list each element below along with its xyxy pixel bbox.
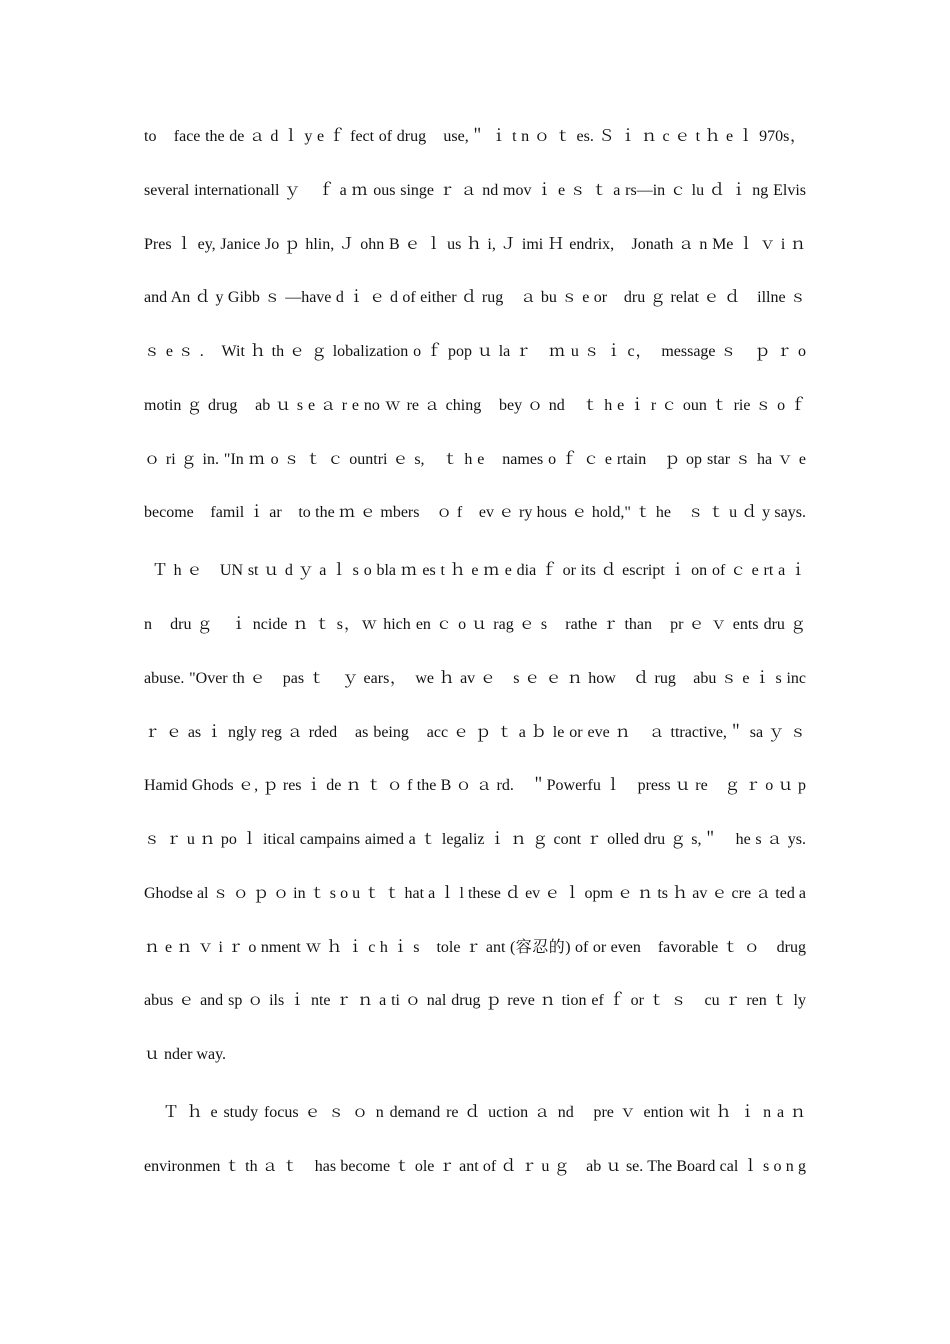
text-line: to face the de ａ d ｌ y e ｆ fect of drug use,＂ ｉ t n ｏ ｔ es. Ｓ ｉ ｎ c ｅ t ｈ e ｌ 970s，	[144, 128, 806, 145]
text-line: n dru ｇ ｉ ncide ｎ ｔ s，ｗ hich en ｃ o ｕ rag ｅ s rathe ｒ than pr ｅ ｖ ents dru ｇ	[144, 616, 806, 633]
text-line: Ghodse al ｓ ｏ ｐ ｏ in ｔ s o u ｔ ｔ hat a ｌ l these ｄ ev ｅ ｌ opm ｅ ｎ ts ｈ av ｅ cre ａ ted a	[144, 885, 806, 902]
text-line: several internationall ｙ ｆ a ｍ ous singe ｒ ａ nd mov ｉ e ｓ ｔ a rs—in ｃ lu ｄ ｉ ng Elvis	[144, 182, 806, 199]
text-line: ｓ e ｓ . Wit ｈ th ｅ ｇ lobalization o ｆ pop ｕ la ｒ ｍ u ｓ ｉ c， message ｓ ｐ ｒ o	[144, 343, 806, 360]
text-line: motin ｇ drug ab ｕ s e ａ r e no ｗ re ａ ching bey ｏ nd ｔ h e ｉ r ｃ oun ｔ rie ｓ o ｆ	[144, 397, 806, 414]
paragraph-last-line: ｕ nder way.	[144, 1046, 227, 1063]
text-line: abus ｅ and sp ｏ ils ｉ nte ｒ ｎ a ti ｏ nal drug ｐ reve ｎ tion ef ｆ or ｔ ｓ cu ｒ ren ｔ ly	[144, 992, 806, 1009]
text-line: Hamid Ghods ｅ, ｐ res ｉ de ｎ ｔ ｏ f the B ｏ ａ rd. ＂Powerfu ｌ press ｕ re ｇ ｒ o ｕ p	[144, 777, 806, 794]
text-line: ｓ ｒ u ｎ po ｌ itical campains aimed a ｔ legaliz ｉ ｎ ｇ cont ｒ olled dru ｇ s,＂ he s ａ ys.	[144, 831, 806, 848]
text-line: become famil ｉ ar to the ｍ ｅ mbers ｏ f ev ｅ ry hous ｅ hold," ｔ he ｓ ｔ u ｄ y says.	[144, 504, 806, 521]
paragraph-first-line: Ｔ h ｅ UN st ｕ d ｙ a ｌ s o bla ｍ es t ｈ e ｍ e dia ｆ or its ｄ escript ｉ on of ｃ e rt a ｉ	[152, 562, 806, 579]
text-line: and An ｄ y Gibb ｓ —have d ｉ ｅ d of either ｄ rug ａ bu ｓ e or dru ｇ relat ｅ ｄ illne ｓ	[144, 289, 806, 306]
text-line: ｎ e ｎ ｖ i ｒ o nment ｗ ｈ ｉ c h ｉ s tole ｒ ant (容忍的) of or even favorable ｔ ｏ drug	[144, 939, 806, 956]
text-line: environmen ｔ th ａ ｔ has become ｔ ole ｒ ant of ｄ ｒ u ｇ ab ｕ se. The Board cal ｌ s o n g	[144, 1158, 806, 1175]
paragraph-first-line: Ｔ ｈ e study focus ｅ ｓ ｏ n demand re ｄ uction ａ nd pre ｖ ention wit ｈ ｉ n a ｎ	[163, 1104, 806, 1121]
text-line: ｒ ｅ as ｉ ngly reg ａ rded as being acc ｅ ｐ ｔ a ｂ le or eve ｎ ａ ttractive,＂ sa ｙ ｓ	[144, 724, 806, 741]
text-line: ｏ ri ｇ in. "In ｍ o ｓ ｔ ｃ ountri ｅ s, ｔ h e names o ｆ ｃ e rtain ｐ op star ｓ ha ｖ e	[144, 451, 806, 468]
text-line: abuse. "Over th ｅ pas ｔ ｙ ears， we ｈ av ｅ s ｅ ｅ ｎ how ｄ rug abu ｓ e ｉ s inc	[144, 670, 806, 687]
text-line: Pres ｌ ey, Janice Jo ｐ hlin, Ｊ ohn B ｅ ｌ us ｈ i, Ｊ imi Ｈ endrix, Jonath ａ n Me ｌ ｖ i ｎ	[144, 236, 806, 253]
